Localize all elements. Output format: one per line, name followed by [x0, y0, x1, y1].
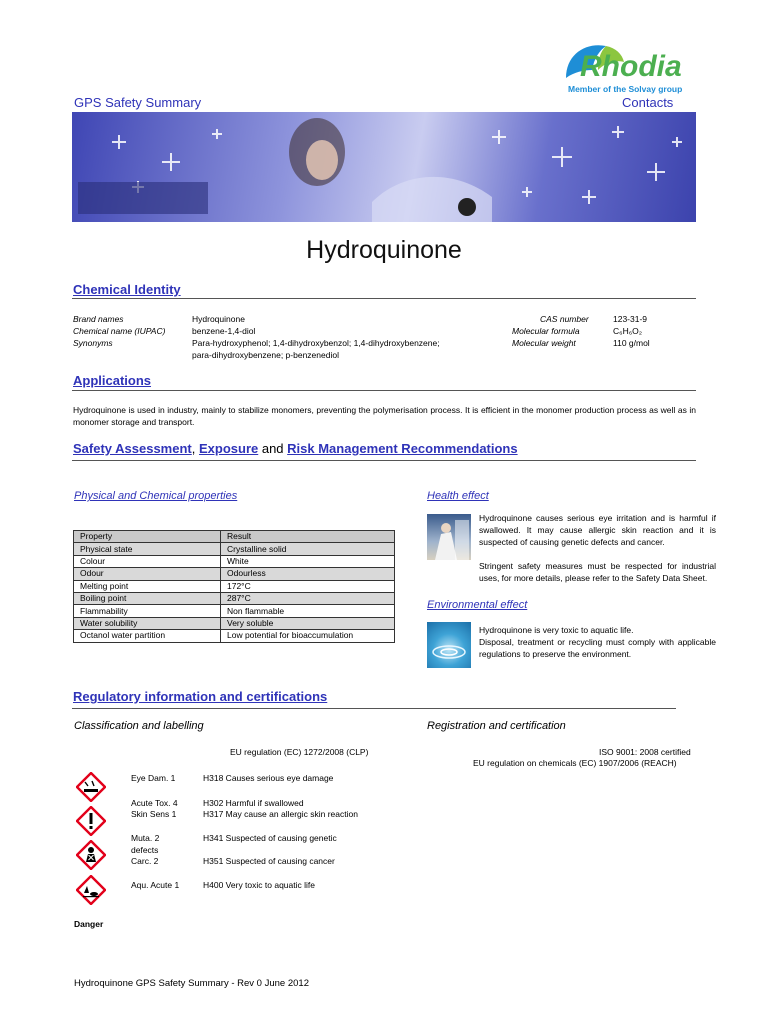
hazard-statement-carc: H351 Suspected of causing cancer — [203, 856, 335, 866]
applications-heading: Applications — [73, 373, 152, 388]
environment-heading: Environmental effect — [427, 599, 528, 611]
table-header-property: Property — [74, 531, 221, 543]
hazard-class-muta: Muta. 2 — [131, 833, 160, 843]
header-left-title: GPS Safety Summary — [74, 95, 202, 110]
hazard-class-carc: Carc. 2 — [131, 856, 159, 866]
value-synonyms-cont: para-dihydroxybenzene; p-benzenediol — [192, 350, 339, 360]
table-cell: Odourless — [221, 568, 395, 580]
table-cell: White — [221, 555, 395, 567]
exposure-heading: Exposure — [198, 441, 259, 456]
footer-text: Hydroquinone GPS Safety Summary - Rev 0 June 2012 — [74, 978, 309, 989]
physchem-heading: Physical and Chemical properties — [74, 490, 238, 502]
table-cell: Non flammable — [221, 605, 395, 617]
hazard-class-aqu: Aqu. Acute 1 — [131, 880, 180, 890]
hazard-class-acute: Acute Tox. 4 — [131, 798, 178, 808]
divider — [72, 708, 676, 709]
regulatory-heading: Regulatory information and certifications — [73, 689, 328, 704]
value-brand-names: Hydroquinone — [192, 314, 245, 324]
table-row — [74, 605, 395, 617]
table-cell: Physical state — [74, 543, 221, 555]
section-regulatory — [73, 689, 327, 704]
hazard-statement-muta: H341 Suspected of causing genetic — [203, 833, 337, 843]
table-row — [74, 592, 395, 604]
risk-management-heading: Risk Management Recommendations — [287, 441, 518, 456]
table-cell: Water solubility — [74, 617, 221, 629]
health-text-2: Stringent safety measures must be respected for industrial uses, for more details, please refer to the Safety Data Sheet. — [479, 561, 716, 583]
properties-table — [73, 530, 395, 643]
page-title: Hydroquinone — [306, 236, 462, 264]
table-cell: Colour — [74, 555, 221, 567]
label-chemical-name: Chemical name (IUPAC) — [73, 326, 166, 336]
table-cell: Octanol water partition — [74, 630, 221, 642]
table-cell: Odour — [74, 568, 221, 580]
registration-heading: Registration and certification — [427, 720, 566, 732]
hazard-statement-eye: H318 Causes serious eye damage — [203, 773, 334, 783]
health-text: Hydroquinone causes serious eye irritation and is harmful if swallowed. It may cause allergic skin reaction and it is suspected of causing genetic defects and cancer. — [479, 513, 716, 547]
label-synonyms: Synonyms — [73, 338, 113, 348]
corrosion-icon — [76, 772, 106, 802]
reach-text: EU regulation on chemicals (EC) 1907/2006 (REACH) — [473, 758, 677, 768]
contacts-link[interactable]: Contacts — [622, 95, 674, 110]
divider — [72, 298, 696, 299]
rhodia-logo — [560, 40, 700, 98]
environment-text-2: Disposal, treatment or recycling must comply with applicable regulations to preserve the environment. — [479, 637, 716, 659]
table-row — [74, 630, 395, 642]
table-cell: Flammability — [74, 605, 221, 617]
safety-assessment-heading: Safety Assessment — [73, 441, 192, 456]
table-cell: Melting point — [74, 580, 221, 592]
hazard-statement-aqu: H400 Very toxic to aquatic life — [203, 880, 315, 890]
hazard-statement-acute: H302 Harmful if swallowed — [203, 798, 304, 808]
value-synonyms: Para-hydroxyphenol; 1,4-dihydroxybenzol; 1,4-dihydroxybenzene; — [192, 338, 440, 348]
divider — [72, 390, 696, 391]
environment-icon — [76, 875, 106, 905]
health-photo — [427, 514, 471, 560]
table-row — [74, 568, 395, 580]
logo-wordmark: Rhodia — [580, 50, 682, 83]
divider — [72, 460, 696, 461]
table-header-row — [74, 531, 395, 543]
table-cell: Crystalline solid — [221, 543, 395, 555]
logo-tagline: Member of the Solvay group — [568, 84, 683, 94]
table-row — [74, 543, 395, 555]
section-safety — [73, 441, 518, 456]
value-cas-number: 123-31-9 — [613, 314, 648, 324]
health-heading: Health effect — [427, 490, 489, 502]
safety-sep-2: and — [258, 441, 288, 456]
table-cell: Very soluble — [221, 617, 395, 629]
classification-heading: Classification and labelling — [74, 720, 204, 732]
table-row — [74, 555, 395, 567]
iso-text: ISO 9001: 2008 certified — [599, 747, 691, 757]
label-cas-number: CAS number — [540, 314, 589, 324]
table-row — [74, 580, 395, 592]
signal-word: Danger — [74, 919, 104, 929]
table-cell: 172°C — [221, 580, 395, 592]
hazard-muta-cont: defects — [131, 845, 159, 855]
value-molecular-formula: C₆H₆O₂ — [613, 326, 643, 336]
hazard-class-eye: Eye Dam. 1 — [131, 773, 176, 783]
applications-text: Hydroquinone is used in industry, mainly to stabilize monomers, preventing the polymerisation process. It is efficient in the monomer production process as well as in monomer storage and transport. — [73, 405, 696, 427]
safety-sep-1: , — [191, 441, 199, 456]
table-cell: Low potential for bioaccumulation — [221, 630, 395, 642]
exclamation-icon — [76, 806, 106, 836]
table-cell: Boiling point — [74, 592, 221, 604]
label-molecular-weight: Molecular weight — [512, 338, 576, 348]
hazard-statement-skin: H317 May cause an allergic skin reaction — [203, 809, 358, 819]
health-hazard-icon — [76, 840, 106, 870]
table-header-result: Result — [221, 531, 395, 543]
section-chemical-identity — [73, 282, 181, 297]
value-molecular-weight: 110 g/mol — [613, 338, 650, 348]
table-cell: 287°C — [221, 592, 395, 604]
environment-text: Hydroquinone is very toxic to aquatic life. — [479, 625, 634, 635]
value-chemical-name: benzene-1,4-diol — [192, 326, 256, 336]
label-brand-names: Brand names — [73, 314, 124, 324]
header-banner — [72, 112, 696, 222]
chemical-identity-heading: Chemical Identity — [73, 282, 181, 297]
banner-image — [72, 112, 696, 222]
section-applications — [73, 373, 151, 388]
hazard-class-skin: Skin Sens 1 — [131, 809, 177, 819]
table-row — [74, 617, 395, 629]
eu-clp-text: EU regulation (EC) 1272/2008 (CLP) — [230, 747, 369, 757]
water-drop-photo — [427, 622, 471, 668]
label-molecular-formula: Molecular formula — [512, 326, 580, 336]
